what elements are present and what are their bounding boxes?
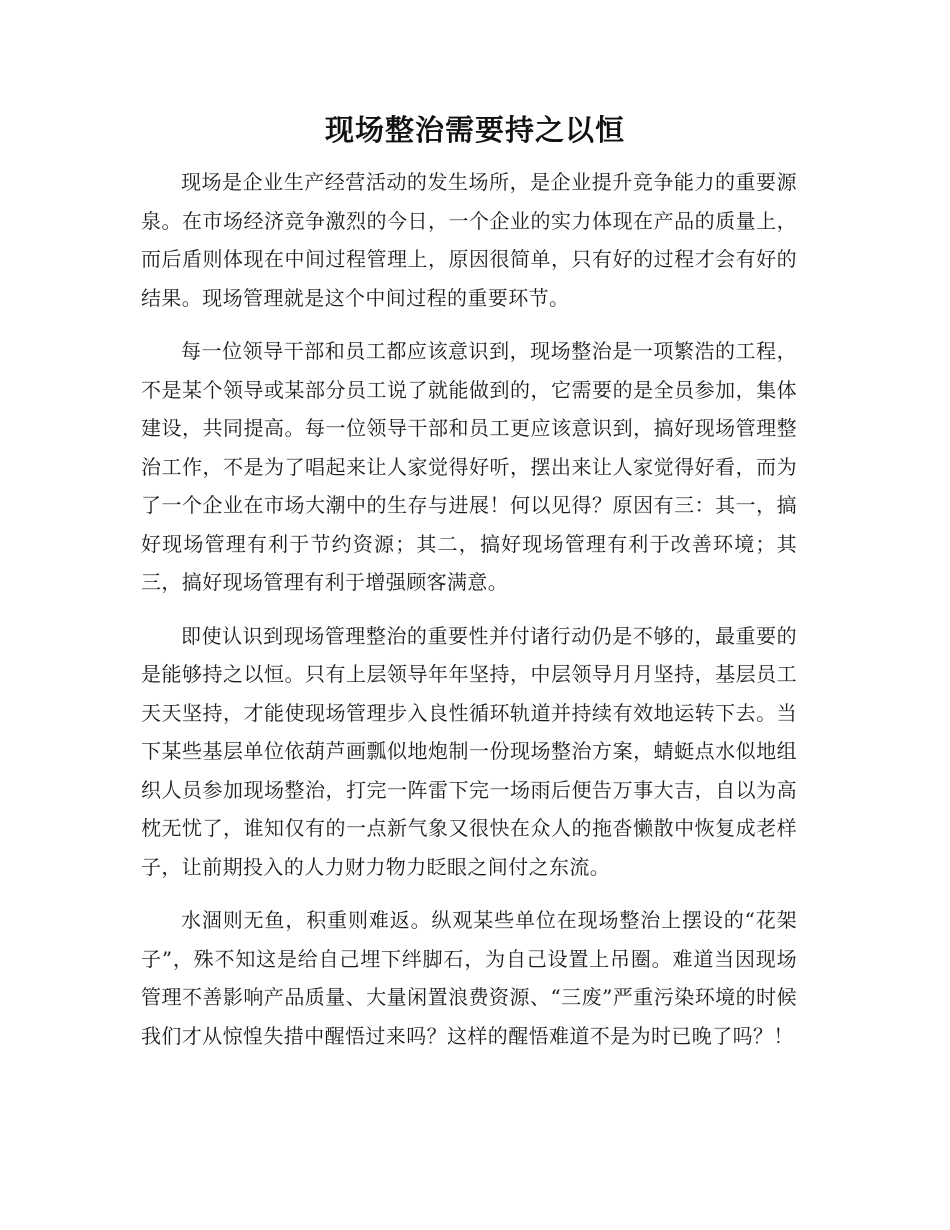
paragraph-2: 每一位领导干部和员工都应该意识到，现场整治是一项繁浩的工程，不是某个领导或某部分员工说了就能做到的，它需要的是全员参加，集体建设，共同提高。每一位领导干部和员工更应该意识到，搞好现场管理整治工作，不是为了唱起来让人家觉得好听，摆出来让人家觉得好看，而为了一个企业在市场大潮中的生存与进展！何以见得？原因有三：其一，搞好现场管理有利于节约资源；其二，搞好现场管理有利于改善环境；其三，搞好现场管理有利于增强顾客满意。 bbox=[141, 339, 797, 594]
document-title: 现场整治需要持之以恒 bbox=[324, 113, 625, 147]
document-body bbox=[141, 163, 797, 1070]
paragraph-1: 现场是企业生产经营活动的发生场所，是企业提升竞争能力的重要源泉。在市场经济竞争激烈的今日，一个企业的实力体现在产品的质量上，而后盾则体现在中间过程管理上，原因很简单，只有好的过程才会有好的结果。现场管理就是这个中间过程的重要环节。 bbox=[141, 170, 797, 310]
paragraph-4: 水涸则无鱼，积重则难返。纵观某些单位在现场整治上摆设的“花架子”，殊不知这是给自己埋下绊脚石，为自己设置上吊圈。难道当因现场管理不善影响产品质量、大量闲置浪费资源、“三废”严重污染环境的时候我们才从惊惶失措中醒悟过来吗？这样的醒悟难道不是为时已晚了吗？！ bbox=[141, 908, 797, 1048]
paragraph-3: 即使认识到现场管理整治的重要性并付诸行动仍是不够的，最重要的是能够持之以恒。只有上层领导年年坚持，中层领导月月坚持，基层员工天天坚持，才能使现场管理步入良性循环轨道并持续有效地运转下去。当下某些基层单位依葫芦画瓢似地炮制一份现场整治方案，蜻蜓点水似地组织人员参加现场整治，打完一阵雷下完一场雨后便告万事大吉，自以为高枕无忧了，谁知仅有的一点新气象又很快在众人的拖沓懒散中恢复成老样子，让前期投入的人力财力物力眨眼之间付之东流。 bbox=[141, 623, 797, 879]
